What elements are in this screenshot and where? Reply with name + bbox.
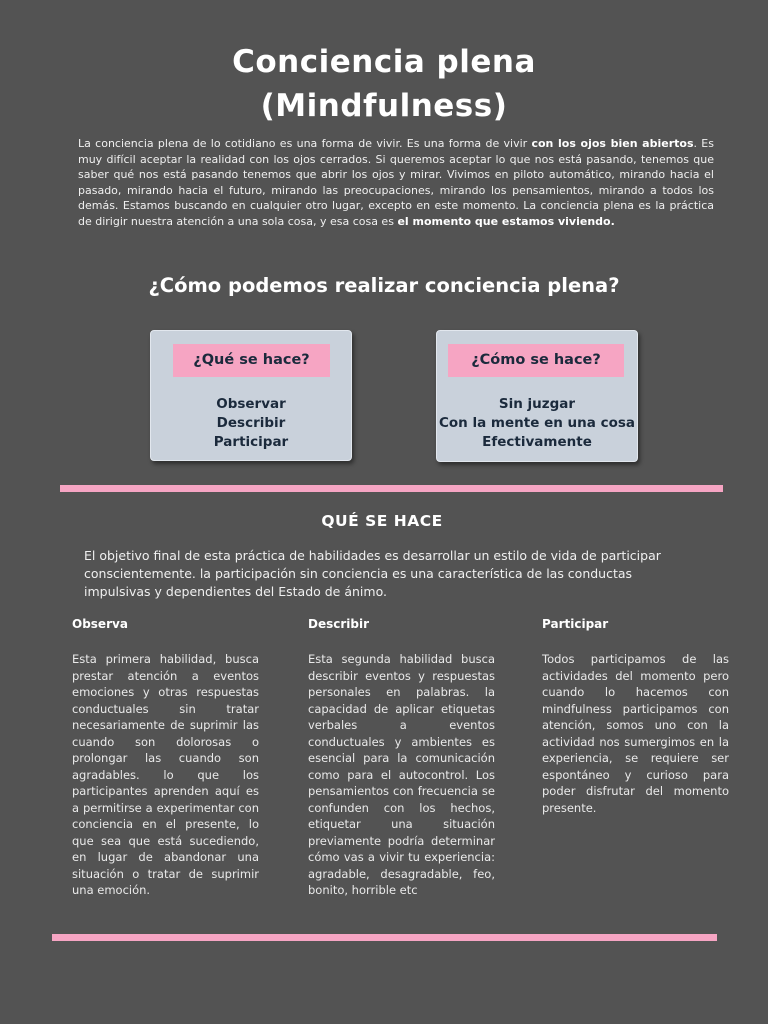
column-body: Todos participamos de las actividades del momento pero cuando lo hacemos con mindfulness participamos con atención, somos uno con la actividad nos sumergimos en la experiencia, se requiere ser espontáneo y curioso para poder disfrutar del momento presente. [542,652,729,815]
page-title-line1: Conciencia plena [232,44,536,80]
column-body: Esta segunda habilidad busca describir eventos y respuestas personales en palabras. la capacidad de aplicar etiquetas verbales a eventos conductuales y ambientes es esencial para la comunicación como para el autocontrol. Los pensamientos con frecuencia se confunden con los hechos, etiquetar una situación previamente podría determinar cómo vas a vivir tu experiencia: agradable, desagradable, feo, bonito, horrible etc [308,652,495,897]
card-item: Describir [216,415,286,431]
section-title: QUÉ SE HACE [321,512,443,530]
column-title: Describir [308,617,370,631]
intro-text-2: . Es muy difícil aceptar la realidad con los ojos cerrados. Si queremos aceptar lo que nos está pasando, tenemos que saber qué nos está pasando tenemos que abrir los ojos y mirar. Vivimos en piloto automático, mirando hacia el pasado, mirando hacia el futuro, mirando las preocupaciones, mirando los pensamientos, mirando a todos los demás. Estamos buscando en cualquier otro lugar, excepto en este momento. La conciencia plena es la práctica de dirigir nuestra atención a una sola cosa, y esa cosa es [78,137,714,228]
como-se-hace-card [436,330,638,462]
column-body: Esta primera habilidad, busca prestar atención a eventos emociones y otras respuestas conductuales sin tratar necesariamente de suprimir las cuando son dolorosas o prolongar las cuando son agradables. lo que los participantes aprenden aquí es a permitirse a experimentar con conciencia en el presente, lo que sea que está sucediendo, en lugar de abandonar una situación o tratar de suprimir una emoción. [72,652,259,897]
column-observa [72,617,259,899]
card-item: Efectivamente [482,434,592,450]
intro-bold-2: el momento que estamos viviendo. [397,214,615,228]
intro-paragraph [78,136,714,229]
divider-bar [52,934,717,941]
intro-bold-1: con los ojos bien abiertos [531,137,694,150]
card-item-list [151,395,351,452]
que-se-hace-card [150,330,352,461]
card-item: Participar [213,434,289,450]
column-describir [308,617,495,899]
column-title: Observa [72,617,128,631]
card-item: Sin juzgar [498,396,576,412]
section-intro: El objetivo final de esta práctica de habilidades es desarrollar un estilo de vida de participar conscientemente. la participación sin conciencia es una característica de las conductas impulsivas y dependientes del Estado de ánimo. [84,548,661,599]
card-item: Con la mente en una cosa [439,415,635,431]
column-title: Participar [542,617,609,631]
card-item-list [437,395,637,452]
card-heading: ¿Cómo se hace? [448,344,624,377]
divider-bar [60,485,723,492]
intro-text-1: La conciencia plena de lo cotidiano es una forma de vivir. Es una forma de vivir [78,137,532,150]
page-title [0,40,768,128]
card-item: Observar [216,396,286,412]
card-heading: ¿Qué se hace? [173,344,330,377]
column-participar [542,617,729,816]
page-title-line2: (Mindfulness) [260,88,508,124]
how-title: ¿Cómo podemos realizar conciencia plena? [148,274,620,297]
